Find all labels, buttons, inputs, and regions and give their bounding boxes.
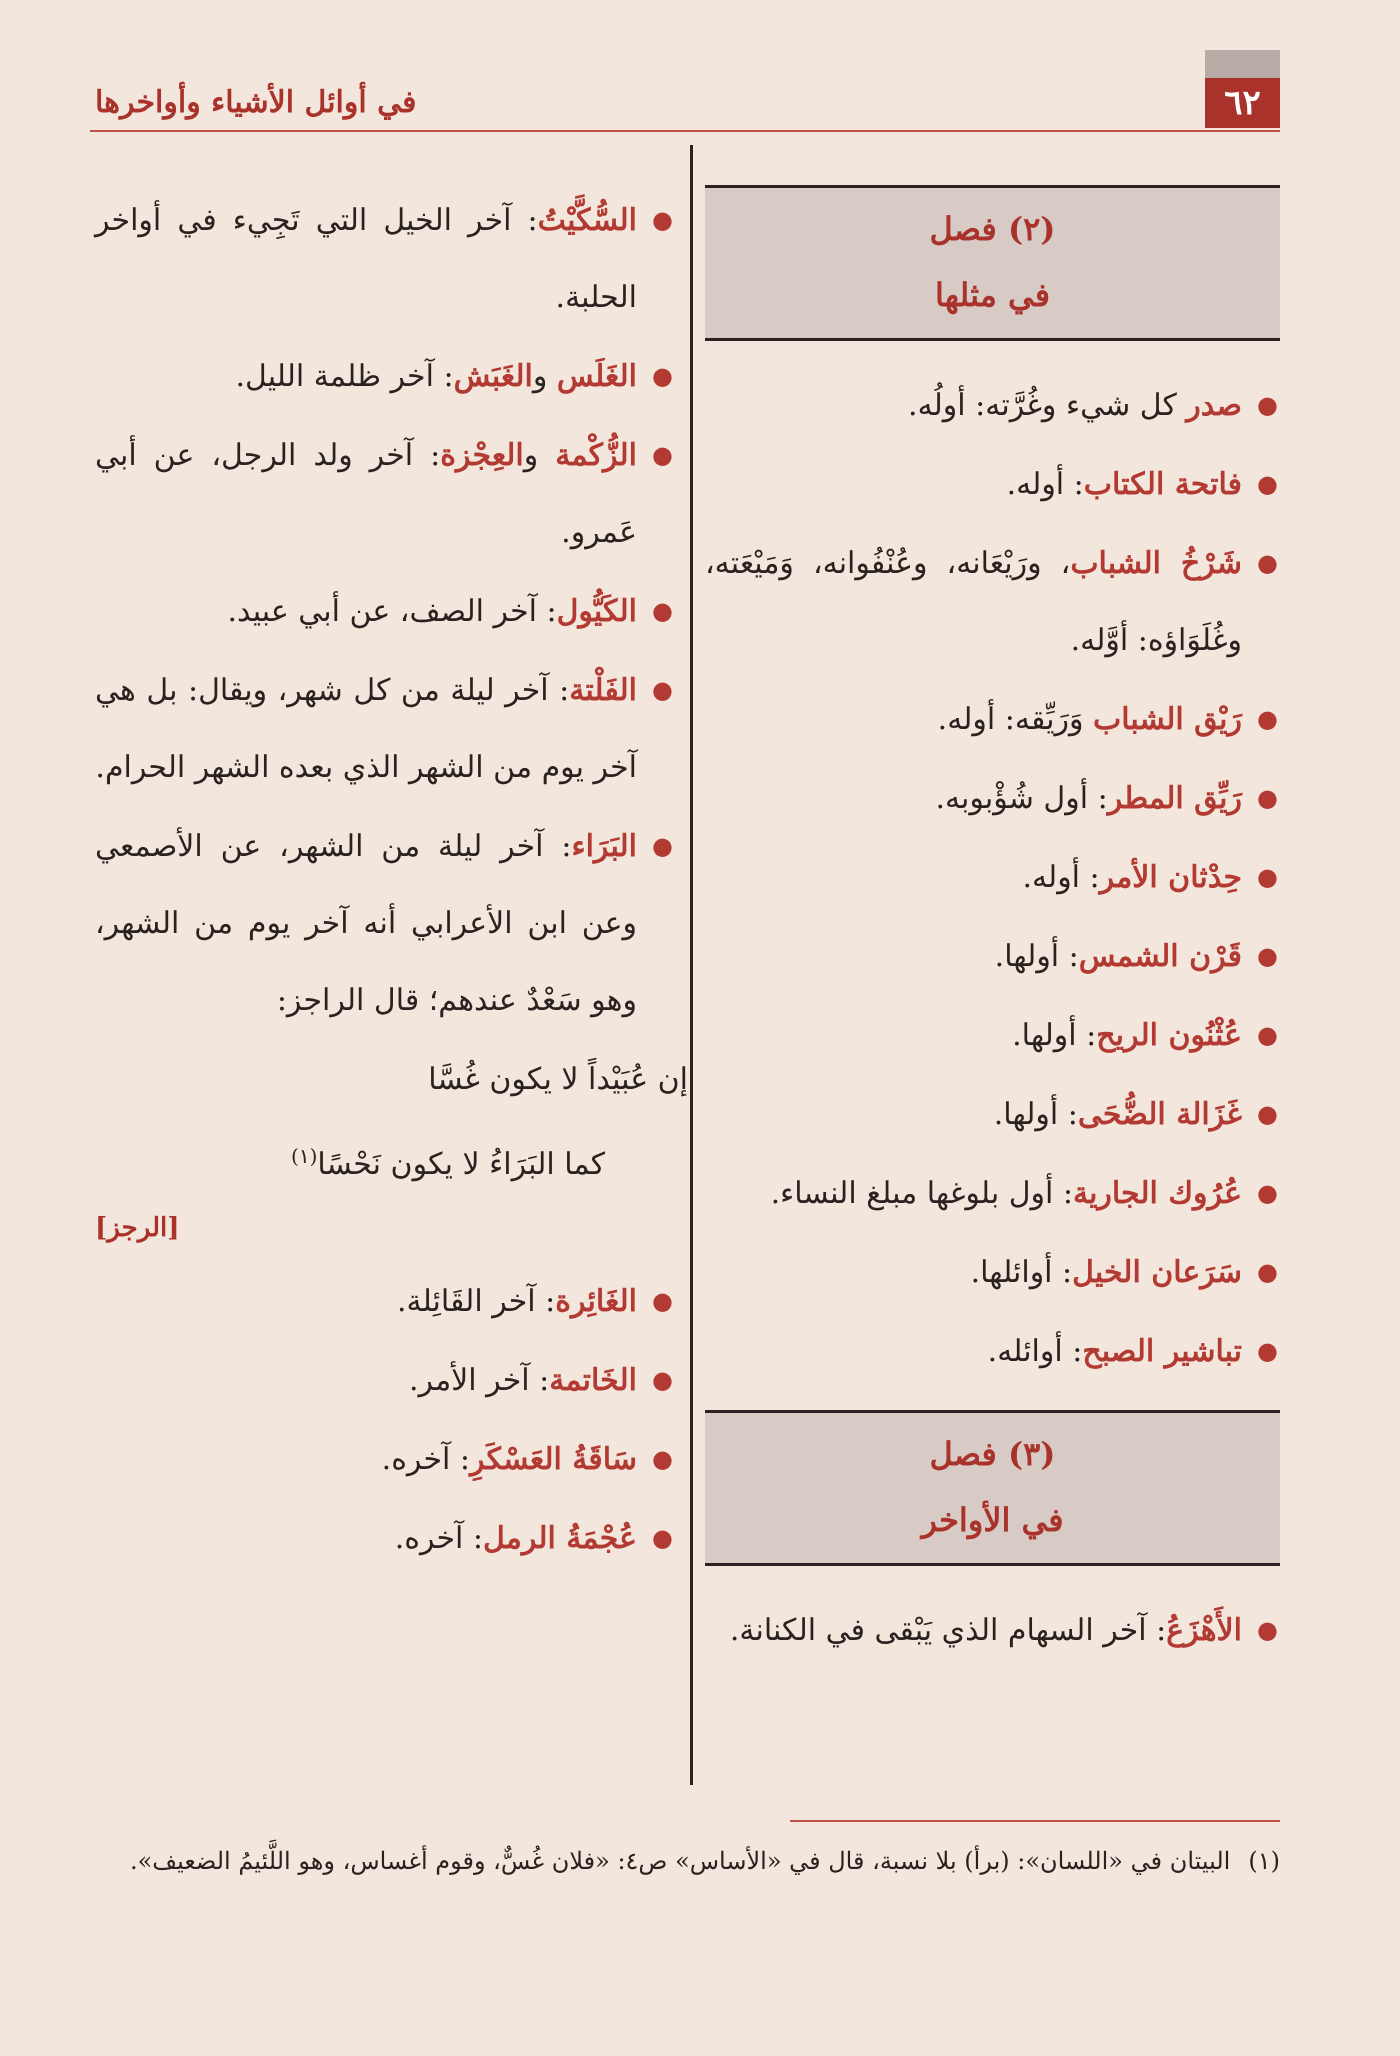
entry-definition: : أولها.: [993, 1097, 1078, 1132]
column-divider: [690, 145, 693, 1785]
entry-definition: : آخر ظلمة الليل.: [235, 359, 454, 394]
entry-term: حِدْثان الأمر: [1099, 860, 1242, 895]
bullet-icon: ●: [1257, 1337, 1278, 1365]
entry: [705, 1076, 1280, 1153]
entry-definition: : أوائلها.: [970, 1255, 1073, 1290]
entry-term: الخَاتمة: [549, 1363, 637, 1398]
footnote-rule: [790, 1820, 1280, 1822]
footnote-ref: (١): [291, 1144, 318, 1168]
entry-definition: : آخر القَائِلة.: [396, 1284, 556, 1319]
entry: [95, 573, 675, 650]
bullet-icon: ●: [1257, 1616, 1278, 1644]
section-heading: [705, 185, 1280, 341]
entry-definition: : آخر الخيل التي تَجِيء في أواخر الحلبة.: [95, 203, 637, 315]
entry-definition: : أوائله.: [987, 1334, 1083, 1369]
entry: [705, 1155, 1280, 1232]
entry-list: [95, 182, 675, 1039]
entry: [95, 808, 675, 1039]
entry-term: البَرَاء: [571, 829, 637, 864]
entry-term: فاتحة الكتاب: [1083, 467, 1242, 502]
entry-definition: : آخر الصف، عن أبي عبيد.: [227, 594, 557, 629]
page-number: ٦٢: [1205, 78, 1280, 128]
entry-definition: : أولها.: [994, 939, 1079, 974]
entry-definition: : أوله.: [1006, 467, 1084, 502]
entry: [95, 417, 675, 571]
left-column: [95, 182, 688, 1579]
bullet-icon: ●: [652, 441, 673, 469]
entry-term: الغَلَس: [556, 359, 637, 394]
entry: [95, 1263, 675, 1340]
section-title: (٢) فصل: [929, 210, 1056, 248]
entry: [95, 1421, 675, 1498]
entry-term: الغَائِرة: [555, 1284, 637, 1319]
section-subtitle: في مثلها: [935, 276, 1050, 314]
bullet-icon: ●: [652, 206, 673, 234]
bullet-icon: ●: [1257, 1258, 1278, 1286]
entry: [95, 1342, 675, 1419]
bullet-icon: ●: [1257, 1100, 1278, 1128]
bullet-icon: ●: [1257, 470, 1278, 498]
entry-definition: : آخره.: [394, 1521, 484, 1556]
entry-definition: ، ورَيْعَانه، وعُنْفُوانه، وَمَيْعَته، وغُلَوَاؤه: أوَّله.: [705, 546, 1242, 658]
verse-line: [95, 1118, 675, 1203]
entry-definition: : أوله.: [1022, 860, 1100, 895]
entry-definition: : آخر ليلة من الشهر، عن الأصمعي وعن ابن الأعرابي أنه آخر يوم من الشهر، وهو سَعْدٌ عندهم؛ قال الراجز:: [95, 829, 637, 1018]
entry-conjunction: و: [523, 438, 556, 473]
section-subtitle: في الأواخر: [921, 1501, 1064, 1539]
entry-list: [705, 367, 1280, 1390]
entry: [705, 918, 1280, 995]
entry: [705, 367, 1280, 444]
entry-definition: : آخر ولد الرجل، عن أبي عَمرو.: [95, 438, 637, 550]
entry: [705, 525, 1280, 679]
section-title: (٣) فصل: [929, 1435, 1056, 1473]
right-column: [705, 185, 1280, 1671]
footnote-number: (١): [1248, 1847, 1280, 1875]
entry-term: رَيْق الشباب: [1093, 702, 1242, 737]
footnote-text: البيتان في «اللسان»: (برأ) بلا نسبة، قال في «الأساس» ص٤: «فلان غُسٌّ، وقوم أغساس، وهو اللَّئيمُ الضعيف».: [129, 1847, 1231, 1875]
footnote: [95, 1835, 1280, 1887]
verse-line: إن عُبَيْداً لا يكون غُسَّا: [428, 1062, 688, 1097]
bullet-icon: ●: [652, 1287, 673, 1315]
entry: [705, 1592, 1280, 1669]
entry-definition: : آخر ليلة من كل شهر، ويقال: بل هي آخر يوم من الشهر الذي بعده الشهر الحرام.: [95, 673, 637, 785]
bullet-icon: ●: [1257, 784, 1278, 812]
bullet-icon: ●: [1257, 863, 1278, 891]
bullet-icon: ●: [1257, 705, 1278, 733]
bullet-icon: ●: [1257, 549, 1278, 577]
entry: [95, 182, 675, 336]
entry-list: [95, 1263, 675, 1577]
entry-term: السُّكَّيْتُ: [537, 203, 637, 238]
entry-term: العِجْزة: [440, 438, 524, 473]
entry: [95, 1500, 675, 1577]
page-number-tab: [1205, 50, 1280, 80]
entry: [95, 652, 675, 806]
entry-term: عُجْمَةُ الرمل: [483, 1521, 637, 1556]
entry-term: عُثْنُون الريح: [1096, 1018, 1242, 1053]
entry: [705, 1234, 1280, 1311]
entry: [705, 760, 1280, 837]
bullet-icon: ●: [1257, 1179, 1278, 1207]
entry-definition: وَرَيِّقه: أوله.: [937, 702, 1094, 737]
bullet-icon: ●: [652, 597, 673, 625]
entry-definition: كل شيء وغُرَّته: أولُه.: [908, 388, 1187, 423]
bullet-icon: ●: [652, 362, 673, 390]
entry: [95, 338, 675, 415]
entry-term: الفَلْتة: [569, 673, 637, 708]
entry-conjunction: و: [532, 359, 557, 394]
entry-term: الأَهْزَعُ: [1166, 1613, 1242, 1648]
bullet-icon: ●: [1257, 391, 1278, 419]
entry-term: تباشير الصبح: [1082, 1334, 1242, 1369]
entry-term: الكَيُّول: [556, 594, 637, 629]
entry-term: قَرْن الشمس: [1078, 939, 1242, 974]
bullet-icon: ●: [652, 676, 673, 704]
entry-list: [705, 1592, 1280, 1669]
entry: [705, 446, 1280, 523]
bullet-icon: ●: [652, 1524, 673, 1552]
section-heading: [705, 1410, 1280, 1566]
entry-definition: : أولها.: [1012, 1018, 1097, 1053]
entry-definition: : آخره.: [381, 1442, 471, 1477]
entry-term: سَرَعان الخيل: [1072, 1255, 1242, 1290]
entry-definition: : أول شُؤْبوبه.: [935, 781, 1108, 816]
header-rule: [90, 130, 1280, 132]
entry-definition: : آخر الأمر.: [409, 1363, 550, 1398]
entry-term: الغَبَش: [453, 359, 533, 394]
entry-term: سَاقَةُ العَسْكَرِ: [470, 1442, 637, 1477]
verse-meter: [الرجز]: [95, 1213, 180, 1243]
entry: [705, 839, 1280, 916]
entry-term: شَرْخُ الشباب: [1070, 546, 1242, 581]
entry-term: عُرُوك الجارية: [1072, 1176, 1242, 1211]
verse-text: كما البَرَاءُ لا يكون نَحْسًا: [317, 1147, 605, 1182]
entry-term: الزُّكْمة: [555, 438, 637, 473]
entry: [705, 1313, 1280, 1390]
entry-term: صدر: [1186, 388, 1242, 423]
entry-term: رَيِّق المطر: [1107, 781, 1242, 816]
entry: [705, 681, 1280, 758]
bullet-icon: ●: [1257, 1021, 1278, 1049]
bullet-icon: ●: [652, 1445, 673, 1473]
bullet-icon: ●: [652, 1366, 673, 1394]
entry: [705, 997, 1280, 1074]
entry-definition: : آخر السهام الذي يَبْقى في الكنانة.: [729, 1613, 1167, 1648]
bullet-icon: ●: [652, 832, 673, 860]
running-title: في أوائل الأشياء وأواخرها: [95, 84, 417, 120]
bullet-icon: ●: [1257, 942, 1278, 970]
entry-definition: : أول بلوغها مبلغ النساء.: [770, 1176, 1073, 1211]
entry-term: غَزَالة الضُّحَى: [1077, 1097, 1242, 1132]
